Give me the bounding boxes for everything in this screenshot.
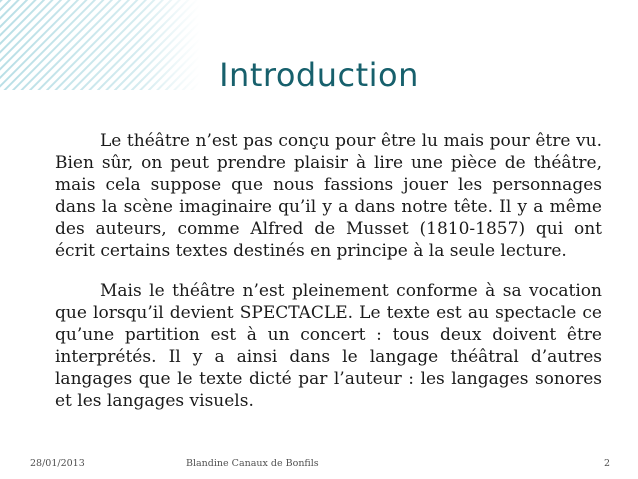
slide-title: Introduction — [219, 56, 419, 94]
footer-page-number: 2 — [603, 458, 610, 469]
slide-footer — [0, 455, 638, 473]
footer-date: 28/01/2013 — [30, 458, 85, 469]
paragraph-1: Le théâtre n’est pas conçu pour être lu mais pour être vu. Bien sûr, on peut prendre plaisir à lire une pièce de théâtre, mais cela suppose que nous fassions jouer les personnages dans la scène imaginaire qu’il y a dans notre tête. Il y a même des auteurs, comme Alfred de Musset (1810-1857) qui ont écrit certains textes destinés en principe à la seule lecture. — [55, 131, 602, 261]
paragraph-2: Mais le théâtre n’est pleinement conforme à sa vocation que lorsqu’il devient SPECTACLE. Le texte est au spectacle ce qu’une partition est à un concert : tous deux doivent être interprétés. Il y a ainsi dans le langage théâtral d’autres langages que le texte dicté par l’auteur : les langages sonores et les langages visuels. — [55, 281, 602, 411]
slide-body — [55, 130, 602, 412]
footer-author: Blandine Canaux de Bonfils — [186, 458, 319, 469]
